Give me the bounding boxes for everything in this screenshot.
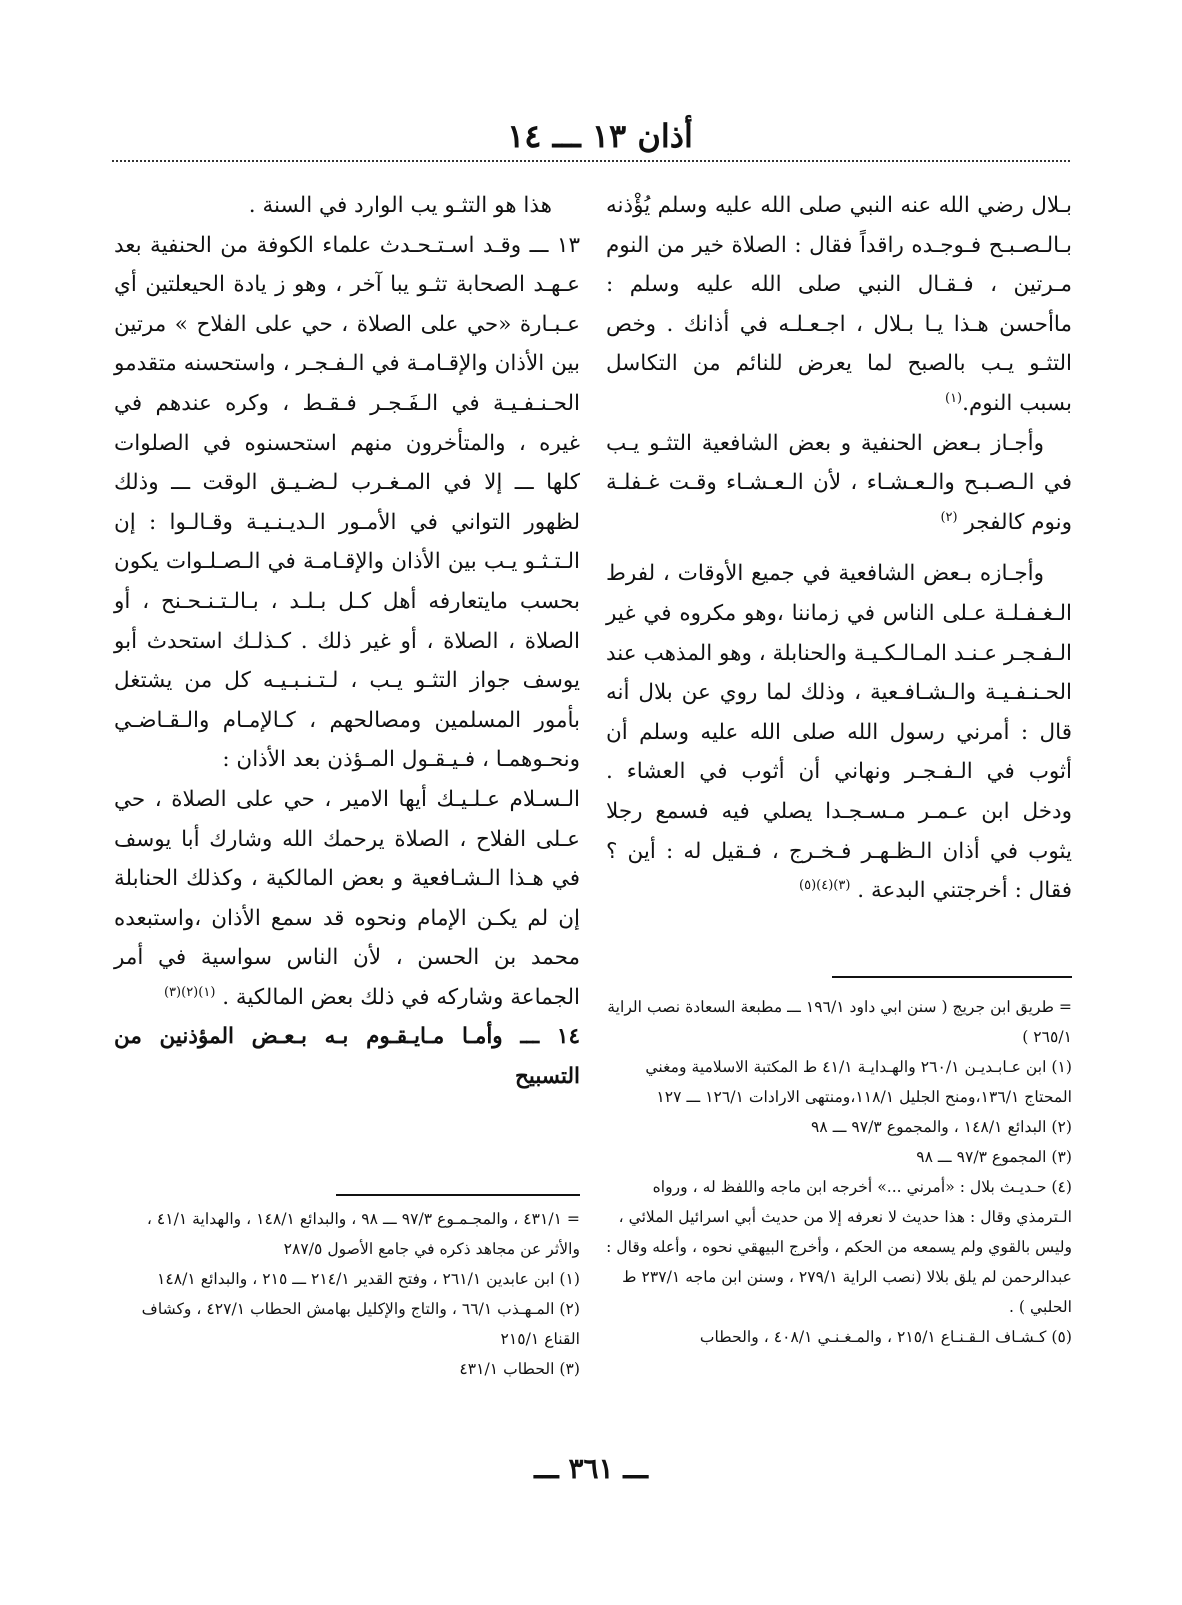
left-paragraph-1: هذا هو التثـو يب الوارد في السنة . [248, 193, 552, 218]
right-column [606, 186, 1072, 911]
footnote-marker: (٣) [163, 984, 182, 1000]
footnote-marker: (٥) [799, 877, 817, 893]
footnote: (١) ابن عـابـديـن ٢٦٠/١ والهـدايـة ٤١/١ ط المكتبة الاسلامية ومغني المحتاج ١٣٦/١،ومنح الجليل ١١٨/١،ومنتهى الارادات ١٢٦/١ ـــ ١٢٧ [645, 1058, 1072, 1106]
footnote: (٢) البدائع ١٤٨/١ ، والمجموع ٩٧/٣ ـــ ٩٨ [811, 1118, 1072, 1136]
footnote: = ٤٣١/١ ، والمجـمـوع ٩٧/٣ ـــ ٩٨ ، والبدائع ١٤٨/١ ، والهداية ٤١/١ ، والأثر عن مجاهد ذكره في جامع الأصول ٢٨٧/٥ [146, 1210, 580, 1258]
right-paragraph-3: وأجـازه بـعض الشافعية في جميع الأوقات ، لفرط الـغـفـلـة عـلى الناس في زماننا ،وهو مكروه في غير الـفـجـر عـنـد المـالـكـيـة والحنابلة ، وهو المذهب عند الحـنـفـيـة والـشـافـعية ، وذلك لما روي عن بلال أنه قال : أمرني رسول الله صلى الله عليه وسلم أن أثوب في الـفـجـر ونهاني أن أثوب في العشاء . ودخل ابن عـمـر مـسـجـدا يصلي فيه فسمع رجلا يثوب في أذان الـظـهـر فـخـرج ، فـقيل له : أين ؟ فقال : أخرجتني البدعة . $^{(٣)(٤)(٥)}$ [606, 561, 1072, 904]
footnote: (٢) المـهـذب ٦٦/١ ، والتاج والإكليل بهامش الحطاب ٤٢٧/١ ، وكشاف القناع ٢١٥/١ [141, 1300, 580, 1348]
header-title: أذان ١٣ ـــ ١٤ [507, 117, 693, 155]
footnote: = طريق ابن جريج ( سنن ابي داود ١٩٦/١ ـــ مطبعة السعادة نصب الراية ٢٦٥/١ ) [607, 998, 1072, 1046]
left-paragraph-salutation: الـسـلام عـلـيـك أيها الامير ، حي على الصلاة ، حي عـلى الفلاح ، الصلاة يرحمك الله وشارك أبا يوسف في هـذا الـشـافعية و بعض المالكية ، وكذلك الحنابلة إن لم يكـن الإمام ونحوه قد سمع الأذان ،واستبعده محمد بن الحسن ، لأن الناس سواسية في أمر الجماعة وشاركه في ذلك بعض المالكية . $^{(١)(٢)(٣)}$ [114, 786, 580, 1010]
header-dotted-rule [112, 160, 1070, 162]
right-paragraph-1: بـلال رضي الله عنه النبي صلى الله عليه وسلم يُؤْذنه بـالـصـبـح فـوجـده راقداً فقال : الصلاة خير من النوم مـرتين ، فـقـال النبي صلى الله عليه وسلم : ماأحسن هـذا يـا بـلال ، اجـعـلـه في أذانك . وخص التثـو يـب بالصبح لما يعرض للنائم من التكاسل بسبب النوم.$^{(١)}$ [606, 193, 1072, 416]
footnote-marker: (٢) [940, 509, 958, 525]
footnote-separator-left [336, 1194, 580, 1196]
footnote-marker: (٢) [181, 984, 199, 1000]
left-section-14: ١٤ ـــ وأمـا مـايـقـوم بـه بـعـض المؤذنين من التسبيح [114, 1024, 580, 1090]
footnotes-right [606, 992, 1072, 1352]
footnote-separator-right [832, 976, 1072, 978]
footnote: (١) ابن عابدين ٢٦١/١ ، وفتح القدير ٢١٤/١ ـــ ٢١٥ ، والبدائع ١٤٨/١ [157, 1270, 580, 1288]
page-header [100, 112, 1100, 160]
left-column [114, 186, 580, 1097]
footnote: (٤) حـديـث بلال : «أمرني ...» أخرجه ابن ماجه واللفظ له ، ورواه الـترمذي وقال : هذا حديث لا نعرفه إلا من حديث أبي اسرائيل الملائي ، وليس بالقوي ولم يسمعه من الحكم ، وأخرج البيهقي نحوه ، وأعله وقال : عبدالرحمن لم يلق بلالا (نصب الراية ٢٧٩/١ ، وسنن ابن ماجه ٢٣٧/١ ط الحلبي ) . [606, 1178, 1072, 1316]
footnote: (٥) كـشـاف الـقـنـاع ٢١٥/١ ، والمـغـنـي ٤٠٨/١ ، والحطاب [699, 1328, 1072, 1346]
right-paragraph-2: وأجـاز بـعض الحنفية و بعض الشافعية التثـو يـب في الـصـبـح والـعـشـاء ، لأن الـعـشـاء وقـت غـفلـة ونوم كالفجر $^{(٢)}$ [606, 430, 1072, 535]
page-number: ـــ ٣٦١ ـــ [534, 1452, 648, 1485]
footnote-marker: (١) [944, 390, 963, 406]
footnotes-left [114, 1204, 580, 1384]
left-section-13: ١٣ ـــ وقـد اسـتـحـدث علماء الكوفة من الحنفية بعد عـهـد الصحابة تثـو يبا آخر ، وهو ز يادة الحيعلتين أي عـبـارة «حي على الصلاة ، حي على الفلاح » مرتين بين الأذان والإقـامـة في الـفـجـر ، واستحسنه متقدمو الحـنـفـيـة في الـفَـجـر فـقـط ، وكره عندهم في غيره ، والمتأخرون منهم استحسنوه في الصلوات كلها ـــ إلا في المـغـرب لـضـيـق الوقت ـــ وذلك لظهور التواني في الأمـور الـديـنـيـة وقـالـوا : إن الـتـثـو يـب بين الأذان والإقـامـة في الـصـلـوات يكون بحسب مايتعارفه أهل كـل بـلـد ، بـالـتـنـحـنح ، أو الصلاة ، الصلاة ، أو غير ذلك . كـذلـك استحدث أبو يوسف جواز التثـو يـب ، لـتـنـبـيـه كل من يشتغل بأمور المسلمين ومصالحهم ، كـالإمـام والـقـاضـي ونحـوهمـا ، فـيـقـول المـؤذن بعد الأذان : [114, 232, 580, 773]
footnote: (٣) الحطاب ٤٣١/١ [459, 1360, 580, 1378]
footnote-marker: (١) [198, 984, 216, 1000]
footnote-marker: (٤) [816, 877, 834, 893]
footnote-marker: (٣) [833, 877, 851, 893]
footnote: (٣) المجموع ٩٧/٣ ـــ ٩٨ [916, 1148, 1072, 1166]
